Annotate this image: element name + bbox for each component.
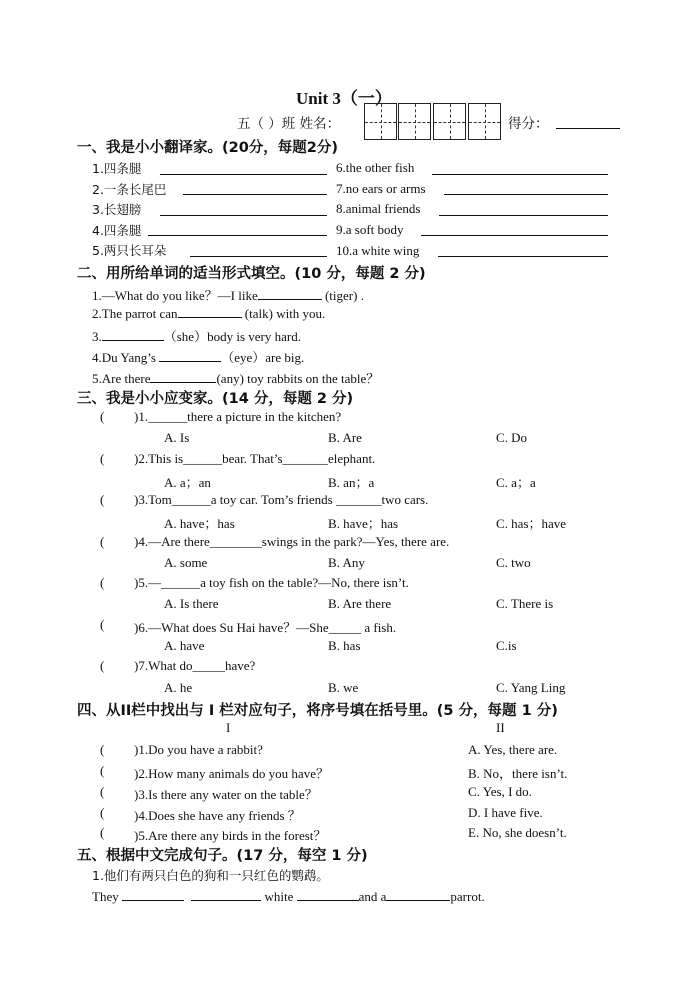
s3-q4-option-a[interactable]: A. some: [164, 555, 208, 570]
s4-q4: )4.Does she have any friends ？: [134, 808, 301, 823]
s4-q4-paren[interactable]: (: [100, 805, 105, 820]
s1-blank-9[interactable]: [421, 235, 608, 236]
s3-q1-option-b[interactable]: B. Are: [328, 430, 362, 445]
s1-item-1: 1.四条腿: [92, 161, 142, 176]
s4-q3-paren[interactable]: (: [100, 784, 105, 799]
s2-q1-hint: (tiger) .: [321, 288, 364, 303]
s1-item-2: 2.一条长尾巴: [92, 182, 167, 197]
s4-q5: )5.Are there any birds in the forest？: [134, 828, 327, 843]
s3-q4-option-c[interactable]: C. two: [496, 555, 531, 570]
s1-item-9: 9.a soft body: [336, 222, 404, 237]
s1-blank-4[interactable]: [148, 235, 327, 236]
s4-answer-c: C. Yes, I do.: [468, 784, 532, 799]
s4-answer-d: D. I have five.: [468, 805, 543, 820]
s5-answer-line: [92, 888, 485, 905]
s4-q2-paren[interactable]: (: [100, 763, 105, 778]
name-box-3[interactable]: [433, 103, 466, 140]
s2-question-1: [92, 285, 364, 304]
s3-q4: )4.—Are there________swings in the park?—Yes, there are.: [134, 534, 450, 549]
s1-item-6: 6.the other fish: [336, 160, 415, 175]
section-5-heading: 五、根据中文完成句子。(17 分，每空 1 分): [77, 848, 368, 864]
s1-item-4: 4.四条腿: [92, 223, 142, 238]
section-1-heading: 一、我是小小翻译家。(20分，每题2分): [77, 140, 339, 156]
s3-q3-option-a[interactable]: A. have；has: [164, 516, 235, 531]
s3-q3-paren[interactable]: (: [100, 492, 105, 507]
s3-q1: )1.______there a picture in the kitchen?: [134, 409, 342, 424]
s1-item-5: 5.两只长耳朵: [92, 243, 167, 258]
s3-q5-paren[interactable]: (: [100, 575, 105, 590]
s4-q3: )3.Is there any water on the table？: [134, 787, 318, 802]
s2-blank-4[interactable]: [159, 349, 221, 362]
s3-q1-paren[interactable]: (: [100, 409, 105, 424]
s3-q6-paren[interactable]: (: [100, 617, 105, 632]
s3-q5-option-b[interactable]: B. Are there: [328, 596, 392, 611]
s3-q3: )3.Tom______a toy car. Tom’s friends _______two cars.: [134, 492, 429, 507]
s4-column-2-label: II: [496, 720, 505, 735]
s1-blank-8[interactable]: [439, 215, 608, 216]
s1-blank-5[interactable]: [190, 256, 327, 257]
s3-q2: )2.This is______bear. That’s_______elephant.: [134, 451, 376, 466]
s3-q7: )7.What do_____have?: [134, 658, 256, 673]
s5-blank-2[interactable]: [191, 888, 261, 901]
s2-question-2: [92, 305, 325, 322]
s5-word-they: They: [92, 889, 119, 904]
s5-blank-3[interactable]: [297, 888, 359, 901]
s1-blank-3[interactable]: [160, 215, 327, 216]
class-name-label: 五（ ）班 姓名：: [237, 116, 341, 132]
s5-word-parrot: parrot.: [450, 889, 485, 904]
s2-blank-5[interactable]: [150, 370, 216, 383]
s3-q2-option-b[interactable]: B. an；a: [328, 475, 375, 490]
s2-blank-1[interactable]: [258, 287, 322, 300]
section-2-heading: 二、用所给单词的适当形式填空。(10 分，每题 2 分): [77, 266, 426, 282]
s1-blank-2[interactable]: [183, 194, 327, 195]
s2-q5-hint: (any) toy rabbits on the table？: [216, 371, 380, 386]
s2-q5-text: 5.Are there: [92, 371, 151, 386]
s1-blank-10[interactable]: [438, 256, 608, 257]
s2-blank-2[interactable]: [178, 305, 242, 318]
s3-q1-option-c[interactable]: C. Do: [496, 430, 528, 445]
s3-q5-option-a[interactable]: A. Is there: [164, 596, 219, 611]
s3-q4-paren[interactable]: (: [100, 534, 105, 549]
s3-q2-option-c[interactable]: C. a；a: [496, 475, 536, 490]
s4-answer-a: A. Yes, there are.: [468, 742, 558, 757]
s5-word-white: white: [264, 889, 294, 904]
s3-q6: )6.—What does Su Hai have？—She_____ a fish.: [134, 620, 397, 635]
s2-blank-3[interactable]: [102, 328, 164, 341]
score-label: 得分：: [508, 116, 549, 132]
s1-blank-1[interactable]: [160, 174, 327, 175]
name-box-2[interactable]: [398, 103, 431, 140]
section-3-heading: 三、我是小小应变家。(14 分，每题 2 分): [77, 391, 354, 407]
name-box-1[interactable]: [364, 103, 397, 140]
s2-q1-text: 1.—What do you like？—I like: [92, 288, 258, 303]
s2-q3-hint: （she）body is very hard.: [163, 329, 301, 344]
s3-q5-option-c[interactable]: C. There is: [496, 596, 554, 611]
s3-q1-option-a[interactable]: A. Is: [164, 430, 190, 445]
s3-q4-option-b[interactable]: B. Any: [328, 555, 365, 570]
s4-q5-paren[interactable]: (: [100, 825, 105, 840]
s4-q2: )2.How many animals do you have？: [134, 766, 329, 781]
s2-q4-text: 4.Du Yang’s: [92, 350, 160, 365]
section-4-heading: 四、从II栏中找出与 I 栏对应句子，将序号填在括号里。(5 分，每题 1 分): [77, 703, 558, 719]
s2-question-3: 3. （she）body is very hard.: [92, 329, 301, 344]
score-blank[interactable]: [556, 128, 620, 129]
s5-word-and-a: and a: [358, 889, 387, 904]
s2-q2-text: 2.The parrot can: [92, 306, 178, 321]
s5-blank-1[interactable]: [122, 888, 184, 901]
s4-answer-b: B. No，there isn’t.: [468, 766, 568, 781]
s1-item-10: 10.a white wing: [336, 243, 420, 258]
s3-q6-option-a[interactable]: A. have: [164, 638, 205, 653]
s3-q6-option-c[interactable]: C.is: [496, 638, 517, 653]
s5-blank-4[interactable]: [386, 888, 450, 901]
s2-question-5: [92, 368, 379, 387]
s3-q2-paren[interactable]: (: [100, 451, 105, 466]
s3-q7-option-b[interactable]: B. we: [328, 680, 359, 695]
s4-q1: )1.Do you have a rabbit?: [134, 742, 263, 757]
s2-q4-hint: （eye）are big.: [221, 350, 305, 365]
s3-q3-option-c[interactable]: C. has；have: [496, 516, 567, 531]
s2-q2-hint: (talk) with you.: [241, 306, 326, 321]
s1-item-7: 7.no ears or arms: [336, 181, 426, 196]
s1-blank-6[interactable]: [432, 174, 608, 175]
s3-q6-option-b[interactable]: B. has: [328, 638, 361, 653]
s4-q1-paren[interactable]: (: [100, 742, 105, 757]
page-title: Unit 3（一）: [296, 89, 392, 108]
s4-column-1-label: I: [226, 720, 231, 735]
s3-q7-option-c[interactable]: C. Yang Ling: [496, 680, 566, 695]
s3-q7-option-a[interactable]: A. he: [164, 680, 193, 695]
s1-blank-7[interactable]: [444, 194, 608, 195]
s1-item-8: 8.animal friends: [336, 201, 421, 216]
s3-q7-paren[interactable]: (: [100, 658, 105, 673]
s3-q5: )5.—______a toy fish on the table?—No, there isn’t.: [134, 575, 409, 590]
s5-question-1: 1.他们有两只白色的狗和一只红色的鹦鹉。: [92, 868, 329, 883]
name-box-4[interactable]: [468, 103, 501, 140]
s3-q2-option-a[interactable]: A. a；an: [164, 475, 211, 490]
s3-q3-option-b[interactable]: B. have；has: [328, 516, 399, 531]
s1-item-3: 3.长翅膀: [92, 202, 142, 217]
s2-question-4: [92, 347, 304, 366]
s4-answer-e: E. No, she doesn’t.: [468, 825, 567, 840]
